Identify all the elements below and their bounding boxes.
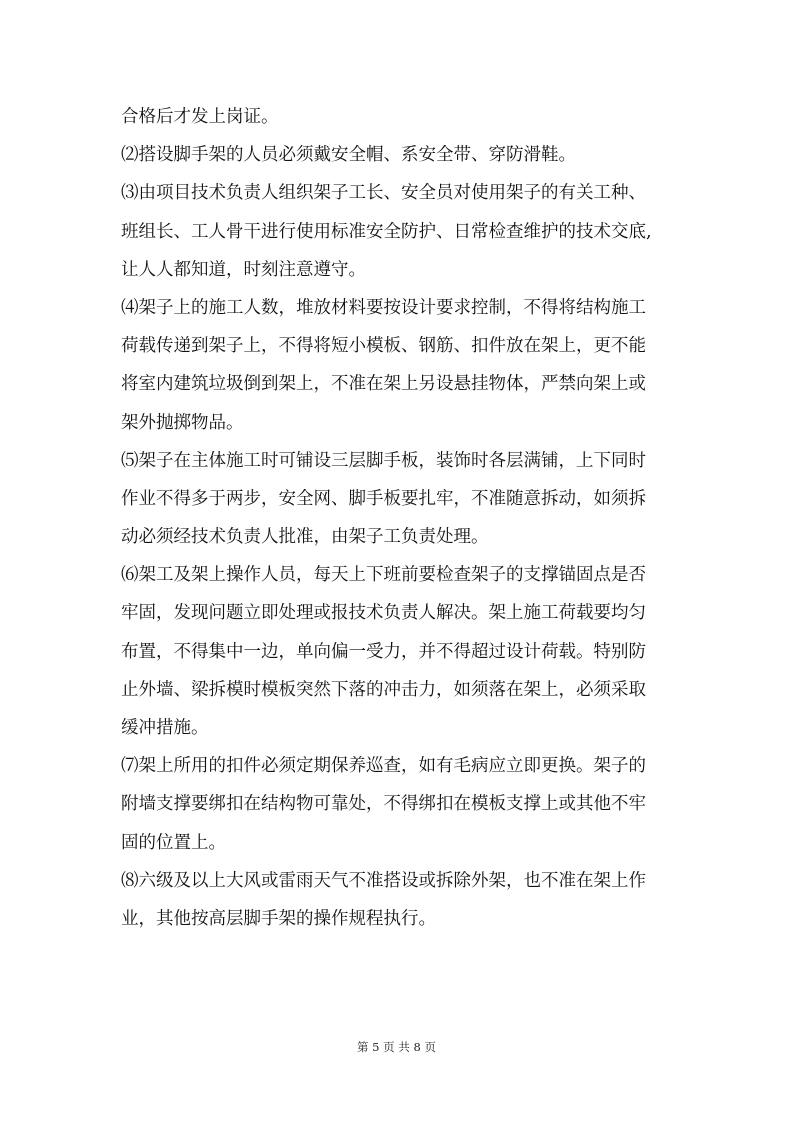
text-line: 合格后才发上岗证。: [121, 107, 279, 127]
text-line: ⑸架子在主体施工时可铺设三层脚手板，装饰时各层满铺，上下同时: [121, 450, 646, 471]
text-line: 架外抛掷物品。: [121, 412, 244, 433]
text-line: ⑹架工及架上操作人员，每天上下班前要检查架子的支撑锚固点是否: [121, 565, 646, 586]
text-line: 缓冲措施。: [121, 718, 209, 738]
text-line: 荷载传递到架子上，不得将短小模板、钢筋、扣件放在架上，更不能: [121, 336, 646, 357]
text-line: ⑵搭设脚手架的人员必须戴安全帽、系安全带、穿防滑鞋。: [121, 145, 576, 166]
text-line: 固的位置上。: [121, 832, 226, 853]
text-line: ⑷架子上的施工人数，堆放材料要按设计要求控制，不得将结构施工: [121, 297, 646, 318]
text-line: 业，其他按高层脚手架的操作规程执行。: [121, 908, 436, 929]
text-line: 止外墙、梁拆模时模板突然下落的冲击力，如须落在架上，必须采取: [121, 679, 646, 700]
text-line: 附墙支撑要绑扣在结构物可靠处，不得绑扣在模板支撑上或其他不牢: [121, 794, 646, 815]
text-line: ⑶由项目技术负责人组织架子工长、安全员对使用架子的有关工种、: [121, 183, 646, 204]
body-text: [121, 98, 677, 938]
text-line: 作业不得多于两步，安全网、脚手板要扎牢，不准随意拆动，如须拆: [121, 488, 646, 509]
text-line: 班组长、工人骨干进行使用标准安全防护、日常检查维护的技术交底,: [121, 221, 652, 242]
text-line: 牢固，发现问题立即处理或报技术负责人解决。架上施工荷载要均匀: [121, 603, 646, 624]
text-line: 动必须经技术负责人批准，由架子工负责处理。: [121, 527, 489, 548]
text-line: 将室内建筑垃圾倒到架上，不准在架上另设悬挂物体，严禁向架上或: [121, 374, 646, 395]
text-line: ⑻六级及以上大风或雷雨天气不准搭设或拆除外架，也不准在架上作: [121, 870, 646, 891]
text-line: 让人人都知道，时刻注意遵守。: [121, 259, 366, 280]
page-footer: 第 5 页 共 8 页: [357, 1040, 436, 1054]
text-line: ⑺架上所用的扣件必须定期保养巡查，如有毛病应立即更换。架子的: [121, 756, 646, 777]
text-line: 布置，不得集中一边，单向偏一受力，并不得超过设计荷载。特别防: [121, 641, 646, 662]
